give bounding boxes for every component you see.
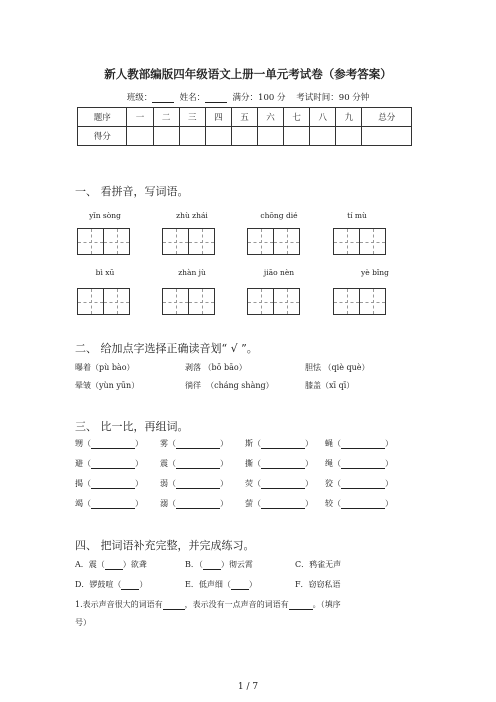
answer-blank[interactable] <box>163 600 185 610</box>
section4-title: 四、 把词语补充完整，并完成练习。 <box>75 539 255 552</box>
compare-word-item: 弱（ ） <box>160 479 228 488</box>
word-blank[interactable] <box>341 499 385 509</box>
name-blank <box>205 93 227 103</box>
compare-char: 弱 <box>160 479 168 488</box>
compare-char: 甥 <box>75 439 83 448</box>
compare-word-item: 绳（ ） <box>325 459 393 468</box>
question-1: 1.表示声音很大的词语有 ，表示没有一点声音的词语有 。（填序 <box>75 600 341 609</box>
score-header-cell: 四 <box>205 108 231 127</box>
pinyin-label: tí mù <box>347 211 367 220</box>
idiom-item: B．（ ）彻云霄 <box>185 560 253 569</box>
score-table-row <box>78 127 412 146</box>
reading-item: 胆怯 （qiè què） <box>305 363 370 372</box>
word-blank[interactable] <box>261 479 305 489</box>
compare-word-item: 雾（ ） <box>160 439 228 448</box>
compare-char: 荧 <box>245 479 253 488</box>
word-blank[interactable] <box>341 439 385 449</box>
word-blank[interactable] <box>91 459 135 469</box>
score-header-cell: 三 <box>179 108 205 127</box>
word-blank[interactable] <box>91 479 135 489</box>
compare-char: 雾 <box>160 439 168 448</box>
score-cell[interactable] <box>310 127 336 146</box>
score-header-cell: 二 <box>153 108 179 127</box>
word-blank[interactable] <box>91 499 135 509</box>
answer-blank[interactable] <box>289 600 313 610</box>
word-blank[interactable] <box>341 479 385 489</box>
compare-word-item: 甥（ ） <box>75 439 143 448</box>
idiom-item: C．鸦雀无声 <box>295 560 342 569</box>
score-cell[interactable] <box>179 127 205 146</box>
word-blank[interactable] <box>176 439 220 449</box>
score-header-cell: 八 <box>310 108 336 127</box>
compare-char: 狡 <box>325 479 333 488</box>
word-blank[interactable] <box>176 459 220 469</box>
writing-grid[interactable] <box>77 228 129 255</box>
pinyin-label: yǐn sòng <box>89 211 121 220</box>
compare-char: 震 <box>160 459 168 468</box>
idiom-item: D．锣鼓喧（ ） <box>75 580 148 589</box>
compare-word-item: 较（ ） <box>325 499 393 508</box>
compare-char: 揭 <box>75 479 83 488</box>
page-title: 新人教部编版四年级语文上册一单元考试卷（参考答案） <box>104 67 392 81</box>
page-number: 1 / 7 <box>237 682 259 692</box>
compare-char: 竭 <box>75 499 83 508</box>
compare-word-item: 萤（ ） <box>245 499 313 508</box>
compare-char: 撕 <box>245 459 253 468</box>
compare-word-item: 震（ ） <box>160 459 228 468</box>
score-cell[interactable] <box>258 127 284 146</box>
idiom-blank[interactable] <box>203 560 221 570</box>
idiom-item: A．震（ ）欲聋 <box>75 560 147 569</box>
score-cell[interactable] <box>284 127 310 146</box>
idiom-blank[interactable] <box>121 580 139 590</box>
score-header-cell: 六 <box>258 108 284 127</box>
compare-word-item: 避（ ） <box>75 459 143 468</box>
section3-title: 三、 比一比，再组词。 <box>75 420 189 433</box>
compare-word-item: 斯（ ） <box>245 439 313 448</box>
compare-word-item: 揭（ ） <box>75 479 143 488</box>
compare-char: 较 <box>325 499 333 508</box>
score-header-cell: 七 <box>284 108 310 127</box>
score-cell[interactable] <box>153 127 179 146</box>
compare-char: 斯 <box>245 439 253 448</box>
reading-item: 膝盖（xī qī） <box>305 381 355 390</box>
score-table-header-row <box>78 108 412 127</box>
idiom-blank[interactable] <box>231 580 249 590</box>
question-1-cont: 号） <box>75 618 91 627</box>
compare-char: 绳 <box>325 459 333 468</box>
score-header-cell: 九 <box>336 108 362 127</box>
word-blank[interactable] <box>261 459 305 469</box>
writing-grid[interactable] <box>77 288 129 315</box>
word-blank[interactable] <box>261 439 305 449</box>
section2-title: 二、 给加点字选择正确读音划“ √ ”。 <box>75 342 258 355</box>
compare-char: 溺 <box>160 499 168 508</box>
score-header-cell: 题序 <box>78 108 127 127</box>
pinyin-label: zhàn jù <box>178 268 206 277</box>
score-header-cell: 总分 <box>362 108 412 127</box>
compare-word-item: 溺（ ） <box>160 499 228 508</box>
score-table <box>77 107 412 146</box>
reading-item: 晕皱（yùn yūn） <box>75 381 140 390</box>
reading-item: 剥落 （bō bāo） <box>185 363 247 372</box>
pinyin-label: bì xū <box>95 268 115 277</box>
compare-char: 蝇 <box>325 439 333 448</box>
word-blank[interactable] <box>176 499 220 509</box>
writing-grid[interactable] <box>333 228 385 255</box>
writing-grid[interactable] <box>162 228 214 255</box>
idiom-item: F．窃窃私语 <box>295 580 341 589</box>
score-row-label: 得分 <box>78 127 127 146</box>
compare-word-item: 撕（ ） <box>245 459 313 468</box>
pinyin-label: chōng dié <box>260 211 298 220</box>
idiom-blank[interactable] <box>105 560 123 570</box>
writing-grid[interactable] <box>247 288 299 315</box>
reading-item: 徜徉 （cháng shàng） <box>185 381 274 390</box>
pinyin-label: zhù zhái <box>176 211 208 220</box>
score-header-cell: 一 <box>127 108 153 127</box>
score-cell[interactable] <box>127 127 153 146</box>
word-blank[interactable] <box>91 439 135 449</box>
compare-word-item: 蝇（ ） <box>325 439 393 448</box>
compare-char: 避 <box>75 459 83 468</box>
score-cell[interactable] <box>231 127 257 146</box>
compare-word-item: 狡（ ） <box>325 479 393 488</box>
section1-title: 一、 看拼音，写词语。 <box>75 185 189 198</box>
word-blank[interactable] <box>261 499 305 509</box>
writing-grid[interactable] <box>162 288 214 315</box>
pinyin-label: yè bǐng <box>361 268 389 277</box>
score-cell[interactable] <box>205 127 231 146</box>
score-cell[interactable] <box>362 127 412 146</box>
writing-grid[interactable] <box>247 228 299 255</box>
compare-word-item: 竭（ ） <box>75 499 143 508</box>
class-blank <box>152 93 174 103</box>
compare-word-item: 荧（ ） <box>245 479 313 488</box>
score-header-cell: 五 <box>231 108 257 127</box>
exam-info: 班级： 姓名： 满分：100 分 考试时间：90 分钟 <box>126 93 370 103</box>
pinyin-label: jiāo nèn <box>263 268 295 277</box>
idiom-item: E．低声细（ ） <box>185 580 257 589</box>
word-blank[interactable] <box>176 479 220 489</box>
reading-item: 曝着（pù bào） <box>75 363 135 372</box>
score-cell[interactable] <box>336 127 362 146</box>
compare-char: 萤 <box>245 499 253 508</box>
word-blank[interactable] <box>341 459 385 469</box>
writing-grid[interactable] <box>333 288 385 315</box>
